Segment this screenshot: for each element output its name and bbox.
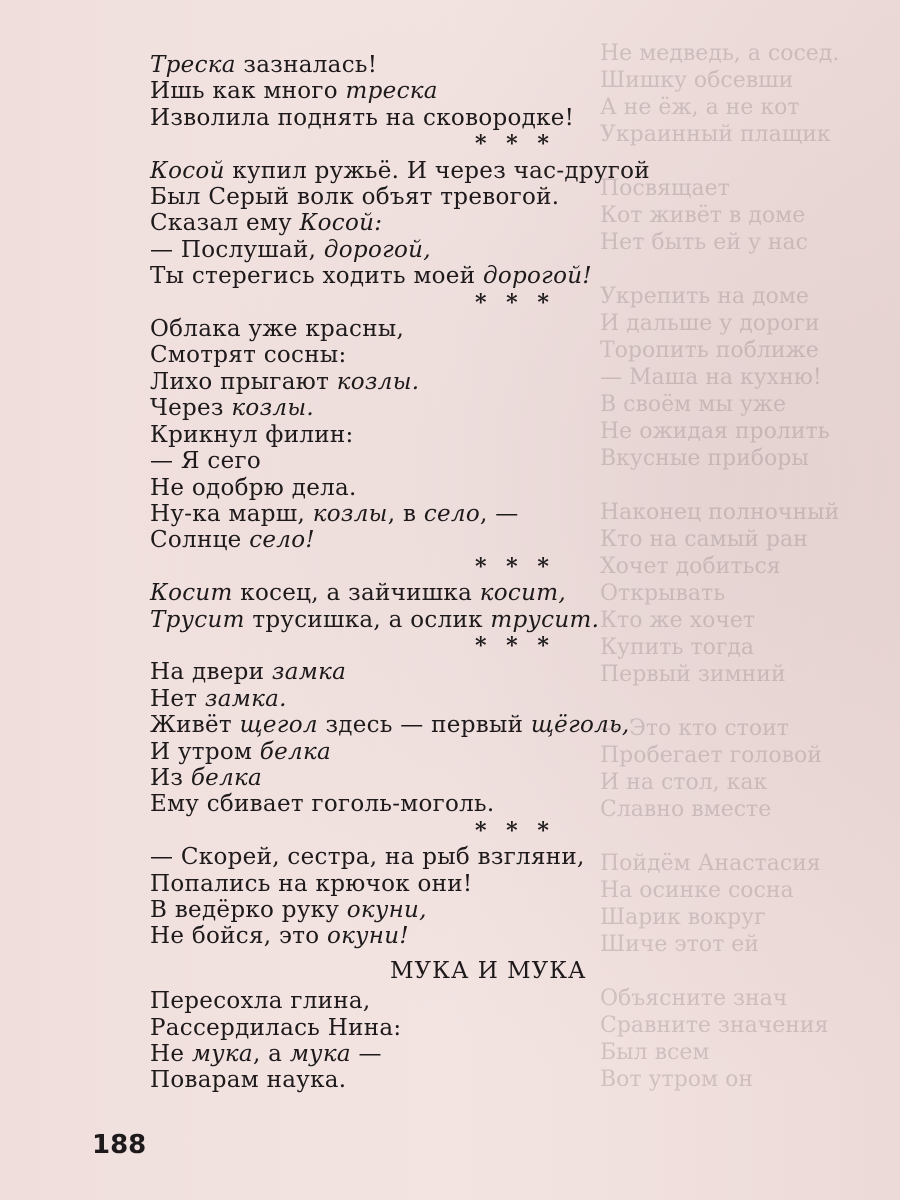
poem-line bbox=[150, 844, 710, 870]
text-segment: Живёт bbox=[150, 712, 240, 739]
italic-word: окуни! bbox=[326, 923, 409, 950]
italic-word: Косит bbox=[150, 580, 233, 607]
italic-word: щёголь, bbox=[530, 712, 630, 739]
poem-line bbox=[150, 263, 710, 289]
italic-word: мука bbox=[289, 1041, 351, 1068]
text-segment: — Послушай, bbox=[150, 236, 324, 263]
poem-line bbox=[150, 369, 710, 395]
italic-word: Косой: bbox=[299, 210, 383, 237]
poem-line bbox=[150, 712, 710, 738]
text-segment: Смотрят сосны: bbox=[150, 342, 347, 369]
text-segment: Попались на крючок они! bbox=[150, 870, 473, 897]
italic-word: белка bbox=[259, 738, 332, 765]
italic-word: село! bbox=[249, 527, 315, 554]
poem-line bbox=[150, 739, 710, 765]
text-segment: Облака уже красны, bbox=[150, 316, 405, 343]
poem-line bbox=[150, 580, 710, 606]
italic-word: щегол bbox=[239, 712, 318, 739]
poem-line bbox=[150, 607, 710, 633]
text-segment: — Я сего bbox=[150, 448, 261, 475]
text-segment: Ты стерегись ходить моей bbox=[150, 263, 483, 290]
poem-line bbox=[150, 988, 710, 1014]
poem-line bbox=[150, 395, 710, 421]
text-segment: Ему сбивает гоголь-моголь. bbox=[150, 791, 495, 818]
text-segment: Через bbox=[150, 395, 232, 422]
italic-word: село bbox=[423, 500, 480, 527]
text-segment: Не bbox=[150, 1041, 192, 1068]
text-segment: Рассердилась Нина: bbox=[150, 1014, 402, 1041]
stanza-separator: * * * bbox=[475, 289, 555, 316]
italic-word: Косой bbox=[150, 157, 225, 184]
poem-line bbox=[150, 765, 710, 791]
italic-word: треска bbox=[345, 78, 438, 105]
bleed-through-text: Не медведь, а сосед. Шишку обсевши А не ёж, а не кот Украинный плащик Посвящает Кот живёт в доме Нет быть ей у нас Укрепить на доме И дальше у дороги Торопить поближе — Маша на кухню! В своём мы уже Не ожидая пролить Вкусные приборы Наконец полночный Кто на самый ран Хочет добиться Открывать Кто же хочет Купить тогда Первый зимний — Это кто стоит Пробегает головой И на стол, как Славно вместе Пойдём Анастасия На осинке сосна Шарик вокруг Шиче этот ей Объясните знач Сравните значения Был всем Вот утром он bbox=[600, 41, 840, 1092]
text-segment: Нет bbox=[150, 685, 205, 712]
poem-line bbox=[150, 105, 710, 131]
poem-line bbox=[150, 659, 710, 685]
poem-line bbox=[150, 210, 710, 236]
stanza-separator: * * * bbox=[475, 817, 555, 844]
text-segment: Пересохла глина, bbox=[150, 988, 371, 1015]
text-segment: Сказал ему bbox=[150, 210, 300, 237]
italic-word: Треска bbox=[150, 52, 236, 78]
text-segment: здесь — первый bbox=[317, 712, 531, 739]
text-segment: трусишка, а ослик bbox=[244, 606, 491, 633]
text-segment: Крикнул филин: bbox=[150, 421, 354, 448]
text-segment: Лихо прыгают bbox=[150, 368, 337, 395]
text-segment: , — bbox=[480, 500, 519, 527]
text-segment: — bbox=[350, 1041, 382, 1068]
text-segment: Солнце bbox=[150, 527, 250, 554]
text-segment: Не одобрю дела. bbox=[150, 474, 357, 501]
poem-line bbox=[150, 1041, 710, 1067]
poem-line bbox=[150, 1067, 710, 1093]
poem-line bbox=[150, 527, 710, 553]
stanza-separator: * * * bbox=[475, 632, 555, 659]
italic-word: косит, bbox=[479, 580, 566, 607]
text-segment: На двери bbox=[150, 659, 272, 686]
poem-line bbox=[150, 923, 710, 949]
poem-line bbox=[150, 237, 710, 263]
poem-line bbox=[150, 897, 710, 923]
poem-line bbox=[150, 158, 710, 184]
poem-line bbox=[150, 501, 710, 527]
text-segment: — Скорей, сестра, на рыб взгляни, bbox=[150, 844, 585, 871]
poem-body bbox=[150, 52, 710, 1094]
poem-line bbox=[150, 1015, 710, 1041]
stanza-separator: * * * bbox=[475, 553, 555, 580]
italic-word: мука bbox=[191, 1041, 253, 1068]
italic-word: замка bbox=[271, 659, 347, 686]
italic-word: замка. bbox=[204, 685, 287, 712]
text-segment: , а bbox=[252, 1041, 290, 1068]
text-segment: Ну-ка марш, bbox=[150, 500, 313, 527]
italic-word: козлы. bbox=[336, 368, 420, 395]
stanza-separator: * * * bbox=[475, 131, 555, 158]
text-segment: , в bbox=[387, 500, 424, 527]
poem-line bbox=[150, 184, 710, 210]
poem-line bbox=[150, 342, 710, 368]
page-number: 188 bbox=[92, 1130, 147, 1160]
italic-word: белка bbox=[190, 764, 263, 791]
text-segment: Из bbox=[150, 764, 191, 791]
poem-line bbox=[150, 871, 710, 897]
text-segment: В ведёрко руку bbox=[150, 897, 347, 923]
poem-line bbox=[150, 422, 710, 448]
text-segment: зазналась! bbox=[235, 52, 378, 78]
poem-line bbox=[150, 686, 710, 712]
italic-word: дорогой, bbox=[323, 236, 431, 263]
poem-line bbox=[150, 316, 710, 342]
italic-word: козлы bbox=[312, 500, 388, 527]
text-segment: косец, а зайчишка bbox=[232, 580, 480, 607]
italic-word: Трусит bbox=[150, 606, 245, 633]
poem-line bbox=[150, 52, 710, 78]
italic-word: козлы. bbox=[231, 395, 315, 422]
poem-line bbox=[150, 448, 710, 474]
text-segment: Не бойся, это bbox=[150, 923, 327, 950]
text-segment: Изволила поднять на сковородке! bbox=[150, 104, 575, 131]
text-segment: Был Серый волк объят тревогой. bbox=[150, 184, 560, 211]
text-segment: Поварам наука. bbox=[150, 1067, 347, 1094]
text-segment: Ишь как много bbox=[150, 78, 346, 105]
poem-line bbox=[150, 791, 710, 817]
italic-word: окуни, bbox=[346, 897, 427, 923]
italic-word: трусит. bbox=[490, 606, 600, 633]
poem-line bbox=[150, 78, 710, 104]
poem-line bbox=[150, 475, 710, 501]
text-segment: И утром bbox=[150, 738, 260, 765]
italic-word: дорогой! bbox=[482, 263, 592, 290]
text-segment: купил ружьё. И через час-другой bbox=[224, 157, 650, 184]
section-title: МУКА И МУКА bbox=[390, 957, 587, 984]
